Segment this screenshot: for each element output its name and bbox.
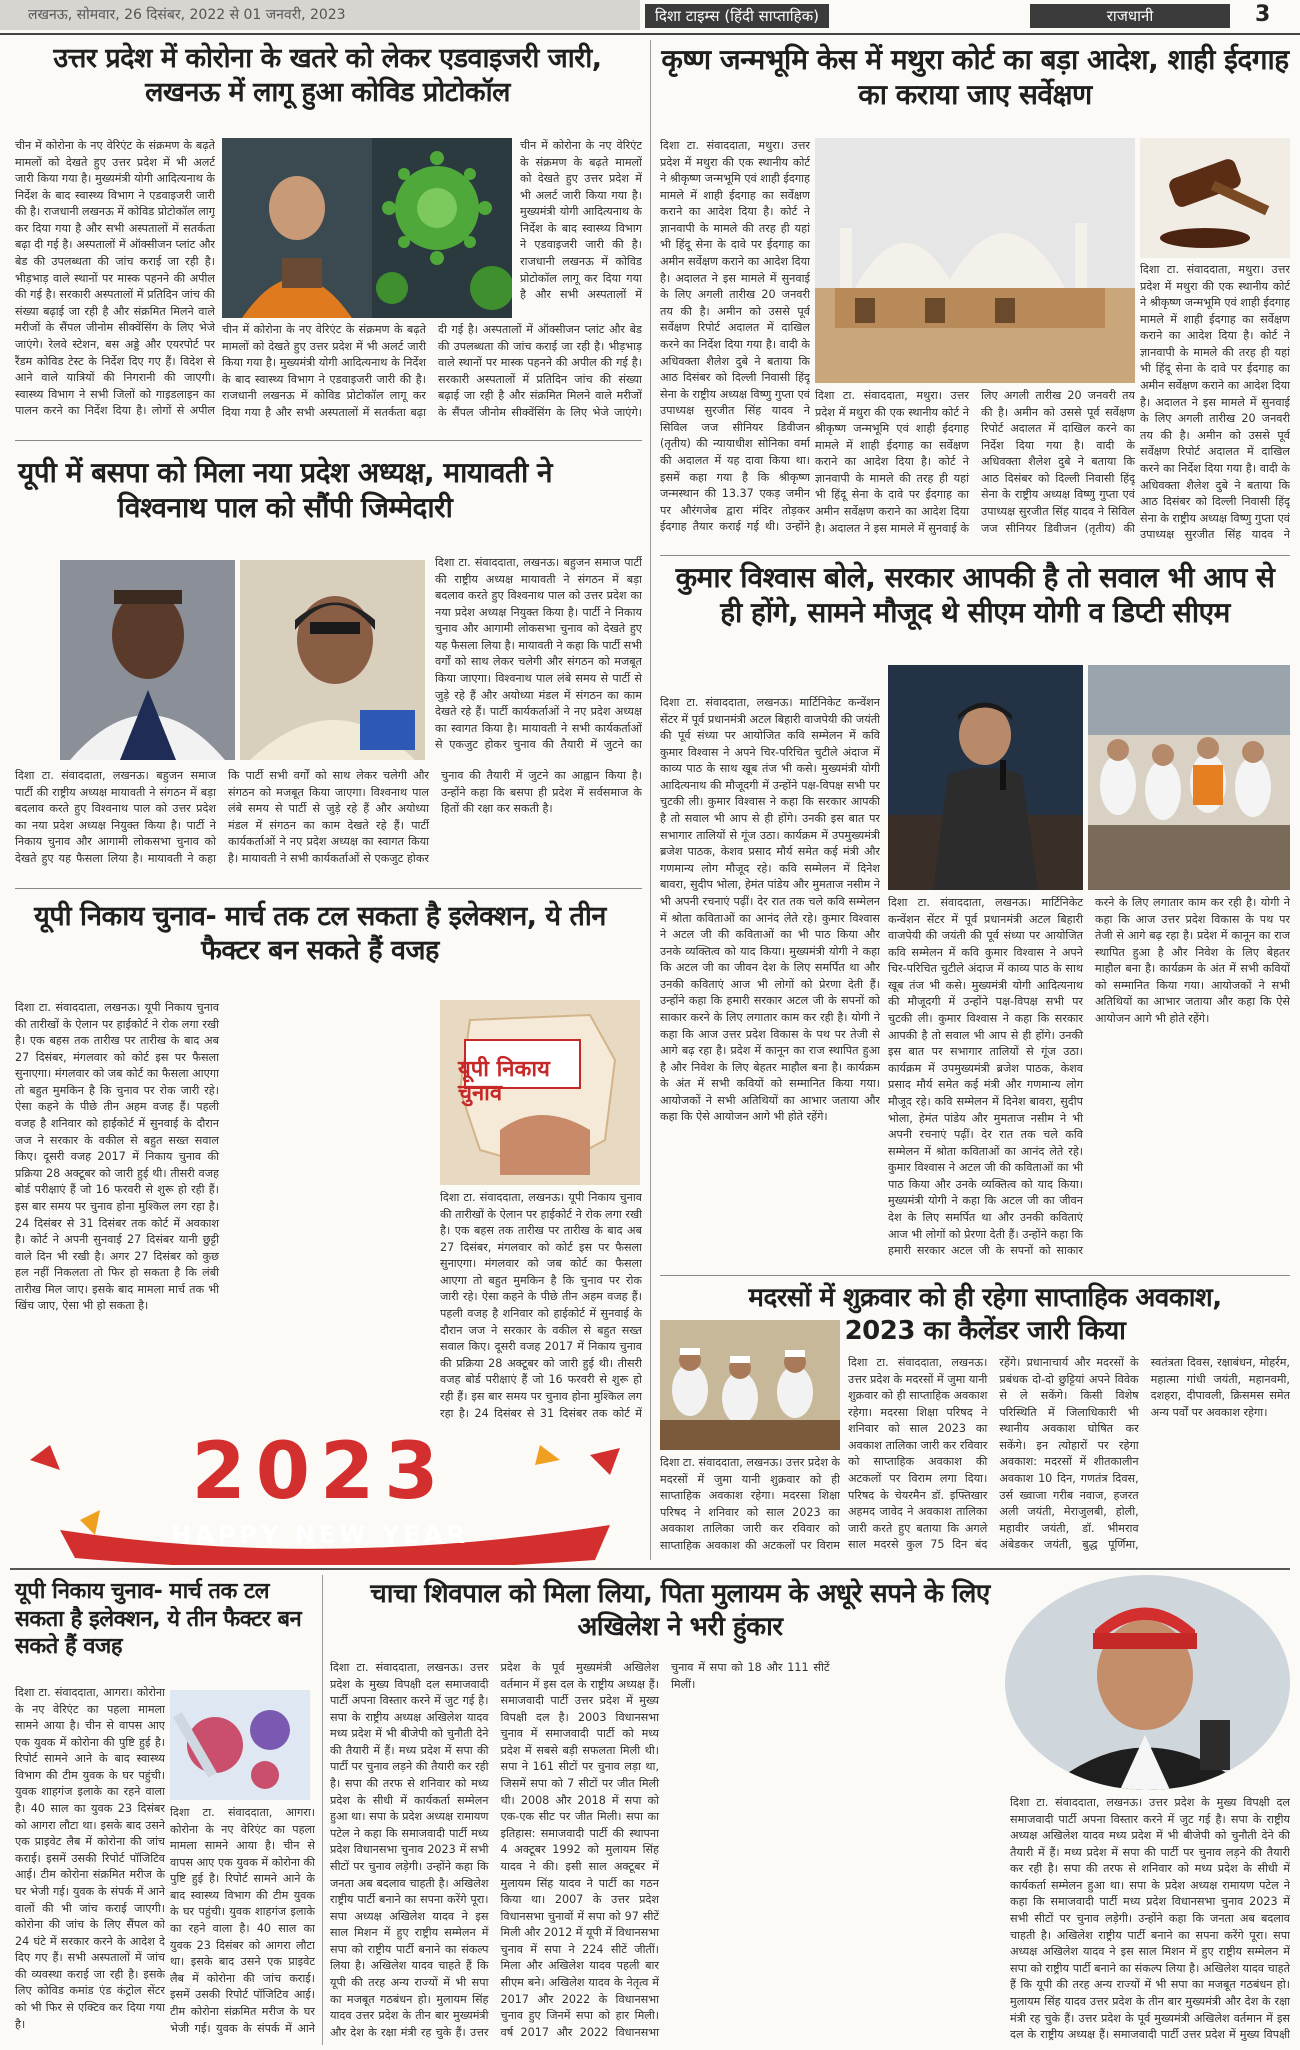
- column-divider: [322, 1575, 323, 2045]
- covid-test-photo: [170, 1690, 310, 1800]
- bsp-body-bottom: दिशा टा. संवाददाता, लखनऊ। बहुजन समाज पार्टी की राष्ट्रीय अध्यक्ष मायावती ने संगठन में बड़ा बदलाव करते हुए विश्वनाथ पाल को उत्तर प्रदेश का नया प्रदेश अध्यक्ष नियुक्त किया है। पार्टी ने निकाय चुनाव और आगामी लोकसभा चुनाव को देखते हुए यह फैसला लिया है। मायावती ने कहा कि पार्टी सभी वर्गों को साथ लेकर चलेगी और संगठन को मजबूत किया जाएगा। विश्वनाथ पाल लंबे समय से पार्टी से जुड़े रहे हैं और अयोध्या मंडल में संगठन का काम देखते रहे हैं। पार्टी कार्यकर्ताओं ने नए प्रदेश अध्यक्ष का स्वागत किया है। मायावती ने सभी कार्यकर्ताओं से एकजुट होकर चुनाव की तैयारी में जुटने का आह्वान किया है। उन्होंने कहा कि बसपा ही प्रदेश में सर्वसमाज के हितों की रक्षा कर सकती है।: [15, 769, 642, 865]
- kumar-body-left: दिशा टा. संवाददाता, लखनऊ। मार्टिनिकेट कन्वेंशन सेंटर में पूर्व प्रधानमंत्री अटल बिहारी वाजपेयी की जयंती की पूर्व संध्या पर आयोजित कवि सम्मेलन में कवि कुमार विश्वास ने अपने चिर-परिचित चुटीले अंदाज में काव्य पाठ के साथ खूब तंज भी कसे। मुख्यमंत्री योगी आदित्यनाथ की मौजूदगी में उन्होंने पक्ष-विपक्ष सभी पर चुटकी ली। कुमार विश्वास ने कहा कि सरकार आपकी है तो सवाल भी आप से ही होंगे। उनकी इस बात पर सभागार तालियों से गूंज उठा। कार्यक्रम में उपमुख्यमंत्री ब्रजेश पाठक, केशव प्रसाद मौर्य समेत कई मंत्री और गणमान्य लोग मौजूद रहे। कवि सम्मेलन में दिनेश बावरा, सुदीप भोला, हेमंत पांडेय और मुमताज नसीम ने भी अपनी रचनाएं पढ़ीं। देर रात तक चले कवि सम्मेलन में श्रोता कविताओं का आनंद लेते रहे। कुमार विश्वास ने अटल जी की कविताओं का भी पाठ किया और उनके व्यक्तित्व को याद किया। मुख्यमंत्री योगी ने कहा कि अटल जी का जीवन देश के लिए समर्पित था और उनकी कविताएं आज भी लोगों को प्रेरणा देती हैं। उन्होंने कहा कि हमारी सरकार अटल जी के सपनों को साकार करने के लिए लगातार काम कर रही है। योगी ने कहा कि आज उत्तर प्रदेश विकास के पथ पर तेजी से आगे बढ़ रहा है। प्रदेश में कानून का राज स्थापित हुआ है और निवेश के लिए बेहतर माहौल बना है। कार्यक्रम के अंत में सभी कवियों को सम्मानित किया गया। आयोजकों ने सभी अतिथियों का आभार जताया और कहा कि ऐसे आयोजन आगे भी होते रहेंगे।: [660, 696, 880, 1124]
- paper-type: (हिंदी साप्ताहिक): [724, 7, 819, 25]
- covid-photo: [222, 138, 512, 318]
- nikay2-body-left: दिशा टा. संवाददाता, आगरा। कोरोना के नए वेरिएंट का पहला मामला सामने आया है। चीन से वापस आए एक युवक में कोरोना की पुष्टि हुई है। रिपोर्ट सामने आने के बाद स्वास्थ्य विभाग की टीम युवक के घर पहुंची। युवक शाहगंज इलाके का रहने वाला है। 40 साल का युवक 23 दिसंबर को आगरा लौटा था। इसके बाद उसने एक प्राइवेट लैब में कोरोना की जांच कराई। इसमें उसकी रिपोर्ट पॉजिटिव आई। टीम कोरोना संक्रमित मरीज के घर भेजी गई। युवक के संपर्क में आने वालों की भी जांच कराई जाएगी। कोरोना की जांच के लिए सैंपल को 24 घंटे में सरकार करने के आदेश दे दिए गए हैं। सभी अस्पतालों में जांच की व्यवस्था कराई जा रही है। इसके लिए कोविड कमांड एंड कंट्रोल सेंटर को भी फिर से एक्टिव कर दिया गया है।: [15, 1686, 165, 2031]
- divider: [660, 1275, 1290, 1276]
- nikay-headline: यूपी निकाय चुनाव- मार्च तक टल सकता है इलेक्शन, ये तीन फैक्टर बन सकते हैं वजह: [34, 901, 606, 966]
- bsp-body-right: दिशा टा. संवाददाता, लखनऊ। बहुजन समाज पार्टी की राष्ट्रीय अध्यक्ष मायावती ने संगठन में बड़ा बदलाव करते हुए विश्वनाथ पाल को उत्तर प्रदेश का नया प्रदेश अध्यक्ष नियुक्त किया है। पार्टी ने निकाय चुनाव और आगामी लोकसभा चुनाव को देखते हुए यह फैसला लिया है। मायावती ने कहा कि पार्टी सभी वर्गों को साथ लेकर चलेगी और संगठन को मजबूत किया जाएगा। विश्वनाथ पाल लंबे समय से पार्टी से जुड़े रहे हैं और अयोध्या मंडल में संगठन का काम देखते रहे हैं। पार्टी कार्यकर्ताओं ने नए प्रदेश अध्यक्ष का स्वागत किया है। मायावती ने सभी कार्यकर्ताओं से एकजुट होकर चुनाव की तैयारी में जुटने का: [435, 556, 642, 752]
- divider: [15, 888, 642, 889]
- akhilesh-photo: [1005, 1575, 1290, 1790]
- madrasa-headline: मदरसों में शुक्रवार को ही रहेगा साप्ताहिक अवकाश, 2023 का कैलेंडर जारी किया: [748, 1283, 1222, 1346]
- mathura-body-middle: दिशा टा. संवाददाता, मथुरा। उत्तर प्रदेश में मथुरा की एक स्थानीय कोर्ट ने श्रीकृष्ण जन्मभूमि एवं शाही ईदगाह मामले में शाही ईदगाह का सर्वेक्षण कराने का आदेश दिया है। कोर्ट ने ज्ञानवापी के मामले की तरह ही यहां भी हिंदू सेना के दावे पर ईदगाह का अमीन सर्वेक्षण कराने का आदेश दिया है। अदालत ने इस मामले में सुनवाई के लिए अगली तारीख 20 जनवरी तय की है। अमीन को उससे पूर्व सर्वेक्षण रिपोर्ट अदालत में दाखिल करने का निर्देश दिया गया है। वादी के अधिवक्ता शैलेश दुबे ने बताया कि आठ दिसंबर को दिल्ली निवासी हिंदू सेना के राष्ट्रीय अध्यक्ष विष्णु गुप्ता एवं उपाध्यक्ष सुरजीत सिंह यादव ने सिविल जज सीनियर डिवीजन (तृतीय) की: [815, 389, 1135, 535]
- bsp-headline: यूपी में बसपा को मिला नया प्रदेश अध्यक्ष, मायावती ने विश्वनाथ पाल को सौंपी जिम्मेदारी: [18, 456, 552, 524]
- kumar-body-right: दिशा टा. संवाददाता, लखनऊ। मार्टिनिकेट कन्वेंशन सेंटर में पूर्व प्रधानमंत्री अटल बिहारी वाजपेयी की जयंती की पूर्व संध्या पर आयोजित कवि सम्मेलन में कवि कुमार विश्वास ने अपने चिर-परिचित चुटीले अंदाज में काव्य पाठ के साथ खूब तंज भी कसे। मुख्यमंत्री योगी आदित्यनाथ की मौजूदगी में उन्होंने पक्ष-विपक्ष सभी पर चुटकी ली। कुमार विश्वास ने कहा कि सरकार आपकी है तो सवाल भी आप से ही होंगे। उनकी इस बात पर सभागार तालियों से गूंज उठा। कार्यक्रम में उपमुख्यमंत्री ब्रजेश पाठक, केशव प्रसाद मौर्य समेत कई मंत्री और गणमान्य लोग मौजूद रहे। कवि सम्मेलन में दिनेश बावरा, सुदीप भोला, हेमंत पांडेय और मुमताज नसीम ने भी अपनी रचनाएं पढ़ीं। देर रात तक चले कवि सम्मेलन में श्रोता कविताओं का आनंद लेते रहे। कुमार विश्वास ने अटल जी की कविताओं का भी पाठ किया और उनके व्यक्तित्व को याद किया। मुख्यमंत्री योगी ने कहा कि अटल जी का जीवन देश के लिए समर्पित था और उनकी कविताएं आज भी लोगों को प्रेरणा देती हैं। उन्होंने कहा कि हमारी सरकार अटल जी के सपनों को साकार करने के लिए लगातार काम कर रही है। योगी ने कहा कि आज उत्तर प्रदेश विकास के पथ पर तेजी से आगे बढ़ रहा है। प्रदेश में कानून का राज स्थापित हुआ है और निवेश के लिए बेहतर माहौल बना है। कार्यक्रम के अंत में सभी कवियों को सम्मानित किया गया। आयोजकों ने सभी अतिथियों का आभार जताया और कहा कि ऐसे आयोजन आगे भी होते रहेंगे।: [888, 896, 1290, 1258]
- nikay-body-right: दिशा टा. संवाददाता, लखनऊ। यूपी निकाय चुनाव की तारीखों के ऐलान पर हाईकोर्ट ने रोक लगा रखी है। एक बहस तक तारीख पर तारीख के बाद अब 27 दिसंबर, मंगलवार को कोर्ट इस पर फैसला सुनाएगा। मंगलवार को जब कोर्ट का फैसला आएगा तो बहुत मुमकिन है कि चुनाव पर रोक जारी रहे। ऐसा कहने के पीछे तीन अहम वजह हैं। पहली वजह है शनिवार को हाईकोर्ट में सुनवाई के दौरान जज ने सरकार के वकील से बहुत सख्त सवाल किए। दूसरी वजह 2017 में निकाय चुनाव की प्रक्रिया 28 अक्टूबर को जारी हुई थी। तीसरी वजह बोर्ड परीक्षाएं हैं जो 16 फरवरी से शुरू हो रही हैं। इस बार समय पर चुनाव होना मुश्किल लग रहा है। 24 दिसंबर से 31 दिसंबर तक कोर्ट में: [440, 1191, 642, 1420]
- kumar-vishwas-photo: [888, 665, 1083, 890]
- mathura-photo: [815, 138, 1135, 383]
- madrasa-body-left: दिशा टा. संवाददाता, लखनऊ। उत्तर प्रदेश के मदरसों में जुमा यानी शुक्रवार को ही साप्ताहिक अवकाश रहेगा। मदरसा शिक्षा परिषद ने शनिवार को साल 2023 का अवकाश तालिका जारी कर रविवार को साप्ताहिक अवकाश की अटकलों पर विराम: [660, 1456, 840, 1552]
- column-divider: [650, 40, 651, 1560]
- covid-body-bottom: चीन में कोरोना के नए वेरिएंट के संक्रमण के बढ़ते मामलों को देखते हुए उत्तर प्रदेश में भी अलर्ट जारी किया गया है। मुख्यमंत्री योगी आदित्यनाथ के निर्देश के बाद स्वास्थ्य विभाग ने एडवाइजरी जारी की है। राजधानी लखनऊ में कोविड प्रोटोकॉल लागू कर दिया गया है और सभी अस्पतालों में सतर्कता बढ़ा दी गई है। अस्पतालों में ऑक्सीजन प्लांट और बेड की उपलब्धता की जांच कराई जा रही है। भीड़भाड़ वाले स्थानों पर मास्क पहनने की अपील की गई है। सरकारी अस्पतालों में प्रतिदिन जांच की संख्या बढ़ाई जा रही है और संक्रमित मिलने वाले मरीजों के सैंपल जीनोम सीक्वेंसिंग के लिए भेजे जाएंगे।: [222, 323, 642, 419]
- section-title: राजधानी: [1030, 4, 1230, 28]
- mayawati-photo: [240, 560, 425, 760]
- akhilesh-body-right: दिशा टा. संवाददाता, लखनऊ। उत्तर प्रदेश के मुख्य विपक्षी दल समाजवादी पार्टी अपना विस्तार करने में जुट गई है। सपा के राष्ट्रीय अध्यक्ष अखिलेश यादव मध्य प्रदेश में भी बीजेपी को चुनौती देने की तैयारी में हैं। मध्य प्रदेश में सपा की पार्टी पर चुनाव लड़ने की तैयारी कर रही है। सपा की तरफ से शनिवार को मध्य प्रदेश के सीधी में कार्यकर्ता सम्मेलन हुआ था। सपा के प्रदेश अध्यक्ष रामायण पटेल ने कहा कि समाजवादी पार्टी मध्य प्रदेश विधानसभा चुनाव 2023 में सभी सीटों पर चुनाव लड़ेगी। उन्होंने कहा कि जनता अब बदलाव चाहती है। अखिलेश राष्ट्रीय पार्टी बनाने का सपना करेंगे पूरा। सपा अध्यक्ष अखिलेश यादव ने इस साल मिशन में हुए राष्ट्रीय सम्मेलन में सपा को राष्ट्रीय पार्टी बनाने का संकल्प लिया है। अखिलेश यादव चाहते हैं कि यूपी की तरह अन्य राज्यों में भी सपा का मजबूत गठबंधन हो। मुलायम सिंह यादव उत्तर प्रदेश के तीन बार मुख्यमंत्री और देश के रक्षा मंत्री रह चुके हैं। उत्तर प्रदेश के पूर्व मुख्यमंत्री अखिलेश वर्तमान में इस दल के राष्ट्रीय अध्यक्ष हैं। समाजवादी पार्टी उत्तर प्रदेश में मुख्य विपक्षी: [1010, 1796, 1290, 2042]
- paper-name: दिशा टाइम्स: [655, 7, 720, 25]
- bottom-divider: [10, 1568, 1290, 1570]
- page-number: 3: [1255, 2, 1271, 27]
- covid-body-right: चीन में कोरोना के नए वेरिएंट के संक्रमण के बढ़ते मामलों को देखते हुए उत्तर प्रदेश में भी अलर्ट जारी किया गया है। मुख्यमंत्री योगी आदित्यनाथ के निर्देश के बाद स्वास्थ्य विभाग ने एडवाइजरी जारी की है। राजधानी लखनऊ में कोविड प्रोटोकॉल लागू कर दिया गया है और सभी अस्पतालों में: [520, 139, 642, 302]
- bsp-president-photo: [60, 560, 235, 760]
- nikay2-headline: यूपी निकाय चुनाव- मार्च तक टल सकता है इलेक्शन, ये तीन फैक्टर बन सकते हैं वजह: [15, 1579, 302, 1659]
- madrasa-body: दिशा टा. संवाददाता, लखनऊ। उत्तर प्रदेश के मदरसों में जुमा यानी शुक्रवार को ही साप्ताहिक अवकाश रहेगा। मदरसा शिक्षा परिषद ने शनिवार को साल 2023 का अवकाश तालिका जारी कर रविवार को साप्ताहिक अवकाश की अटकलों पर विराम लगा दिया। परिषद के चेयरमैन डॉ. इफ्तिखार अहमद जावेद ने अवकाश तालिका जारी करते हुए बताया कि अगले साल मदरसे कुल 75 दिन बंद रहेंगे। प्रधानाचार्य और मदरसों के प्रबंधक दो-दो छुट्टियां अपने विवेक से ले सकेंगे। किसी विशेष परिस्थिति में जिलाधिकारी भी स्थानीय अवकाश घोषित कर सकेंगे। इन त्योहारों पर रहेगा अवकाश: मदरसों में शीतकालीन अवकाश 10 दिन, गणतंत्र दिवस, उर्स ख्वाजा गरीब नवाज, हजरत अली जयंती, मेराजुलबी, होली, महावीर जयंती, डॉ. भीमराव अंबेडकर जयंती, बुद्ध पूर्णिमा, स्वतंत्रता दिवस, रक्षाबंधन, मोहर्रम, महात्मा गांधी जयंती, महानवमी, दशहरा, दीपावली, क्रिसमस समेत अन्य पर्वों पर अवकाश रहेगा।: [848, 1356, 1290, 1552]
- audience-photo: [1088, 665, 1290, 890]
- madrasa-photo: [660, 1320, 840, 1450]
- divider: [15, 440, 642, 441]
- top-divider: [0, 33, 1300, 35]
- nikay2-body-right: दिशा टा. संवाददाता, आगरा। कोरोना के नए वेरिएंट का पहला मामला सामने आया है। चीन से वापस आए एक युवक में कोरोना की पुष्टि हुई है। रिपोर्ट सामने आने के बाद स्वास्थ्य विभाग की टीम युवक के घर पहुंची। युवक शाहगंज इलाके का रहने वाला है। 40 साल का युवक 23 दिसंबर को आगरा लौटा था। इसके बाद उसने एक प्राइवेट लैब में कोरोना की जांच कराई। इसमें उसकी रिपोर्ट पॉजिटिव आई। टीम कोरोना संक्रमित मरीज के घर भेजी गई। युवक के संपर्क में आने: [170, 1806, 315, 2035]
- divider: [660, 555, 1290, 556]
- gavel-photo: [1140, 138, 1290, 258]
- covid-headline: उत्तर प्रदेश में कोरोना के खतरे को लेकर एडवाइजरी जारी, लखनऊ में लागू हुआ कोविड प्रोटोकॉल: [53, 43, 602, 108]
- masthead-date: लखनऊ, सोमवार, 26 दिसंबर, 2022 से 01 जनवरी, 2023: [0, 0, 640, 30]
- ad-text: HAPPY NEW YEAR: [171, 1521, 469, 1549]
- paper-name-badge: [645, 4, 829, 28]
- nikay-photo-label: यूपी निकाय चुनाव: [458, 1057, 550, 1107]
- covid-body-left: चीन में कोरोना के नए वेरिएंट के संक्रमण के बढ़ते मामलों को देखते हुए उत्तर प्रदेश में भी अलर्ट जारी किया गया है। मुख्यमंत्री योगी आदित्यनाथ के निर्देश के बाद स्वास्थ्य विभाग ने एडवाइजरी जारी की है। राजधानी लखनऊ में कोविड प्रोटोकॉल लागू कर दिया गया है और सभी अस्पतालों में सतर्कता बढ़ा दी गई है। अस्पतालों में ऑक्सीजन प्लांट और बेड की उपलब्धता की जांच कराई जा रही है। भीड़भाड़ वाले स्थानों पर मास्क पहनने की अपील की गई है। सरकारी अस्पतालों में प्रतिदिन जांच की संख्या बढ़ाई जा रही है और संक्रमित मिलने वाले मरीजों के सैंपल जीनोम सीक्वेंसिंग के लिए भेजे जाएंगे। रेलवे स्टेशन, बस अड्डे और एयरपोर्ट पर रैंडम कोविड टेस्ट के निर्देश दिए गए हैं। विदेश से आने वाले यात्रियों की निगरानी की जाएगी। स्वास्थ्य विभाग ने सभी जिलों को गाइडलाइन का पालन करने का निर्देश दिया है। लोगों से अपील: [15, 139, 215, 418]
- akhilesh-headline: चाचा शिवपाल को मिला लिया, पिता मुलायम के अधूरे सपने के लिए अखिलेश ने भरी हुंकार: [370, 1579, 990, 1642]
- nikay-body: दिशा टा. संवाददाता, लखनऊ। यूपी निकाय चुनाव की तारीखों के ऐलान पर हाईकोर्ट ने रोक लगा रखी है। एक बहस तक तारीख पर तारीख के बाद अब 27 दिसंबर, मंगलवार को कोर्ट इस पर फैसला सुनाएगा। मंगलवार को जब कोर्ट का फैसला आएगा तो बहुत मुमकिन है कि चुनाव पर रोक जारी रहे। ऐसा कहने के पीछे तीन अहम वजह हैं। पहली वजह है शनिवार को हाईकोर्ट में सुनवाई के दौरान जज ने सरकार के वकील से बहुत सख्त सवाल किए। दूसरी वजह 2017 में निकाय चुनाव की प्रक्रिया 28 अक्टूबर को जारी हुई थी। तीसरी वजह बोर्ड परीक्षाएं हैं जो 16 फरवरी से शुरू हो रही हैं। इस बार समय पर चुनाव होना मुश्किल लग रहा है। 24 दिसंबर से 31 दिसंबर तक कोर्ट में अवकाश है। कोर्ट ने अपनी सुनवाई 27 दिसंबर यानी छुट्टी वाले दिन भी रखी है। अगर 27 दिसंबर को कुछ हल नहीं निकलता तो फिर हो सकता है कि लंबी तारीख मिल जाए। इसके बाद मामला मार्च तक भी खिंच जाए, ऐसा भी हो सकता है।: [15, 1001, 219, 1313]
- akhilesh-body: दिशा टा. संवाददाता, लखनऊ। उत्तर प्रदेश के मुख्य विपक्षी दल समाजवादी पार्टी अपना विस्तार करने में जुट गई है। सपा के राष्ट्रीय अध्यक्ष अखिलेश यादव मध्य प्रदेश में भी बीजेपी को चुनौती देने की तैयारी में हैं। मध्य प्रदेश में सपा की पार्टी पर चुनाव लड़ने की तैयारी कर रही है। सपा की तरफ से शनिवार को मध्य प्रदेश के सीधी में कार्यकर्ता सम्मेलन हुआ था। सपा के प्रदेश अध्यक्ष रामायण पटेल ने कहा कि समाजवादी पार्टी मध्य प्रदेश विधानसभा चुनाव 2023 में सभी सीटों पर चुनाव लड़ेगी। उन्होंने कहा कि जनता अब बदलाव चाहती है। अखिलेश राष्ट्रीय पार्टी बनाने का सपना करेंगे पूरा। सपा अध्यक्ष अखिलेश यादव ने इस साल मिशन में हुए राष्ट्रीय सम्मेलन में सपा को राष्ट्रीय पार्टी बनाने का संकल्प लिया है। अखिलेश यादव चाहते हैं कि यूपी की तरह अन्य राज्यों में भी सपा का मजबूत गठबंधन हो। मुलायम सिंह यादव उत्तर प्रदेश के तीन बार मुख्यमंत्री और देश के रक्षा मंत्री रह चुके हैं। उत्तर प्रदेश के पूर्व मुख्यमंत्री अखिलेश वर्तमान में इस दल के राष्ट्रीय अध्यक्ष हैं। समाजवादी पार्टी उत्तर प्रदेश में मुख्य विपक्षी दल है। 2003 विधानसभा चुनाव में समाजवादी पार्टी को मध्य प्रदेश में सबसे बड़ी सफलता मिली थी। सपा ने 161 सीटों पर चुनाव लड़ा था, जिसमें सपा को 7 सीटों पर जीत मिली थी। 2008 और 2018 में सपा को एक-एक सीट पर जीत मिली। सपा का इतिहास: समाजवादी पार्टी की स्थापना 4 अक्टूबर 1992 को मुलायम सिंह यादव ने की। इसी साल अक्टूबर में मुलायम सिंह यादव ने पार्टी का गठन किया था। 2007 के उत्तर प्रदेश विधानसभा चुनावों में सपा को 97 सीटें मिली और 2012 में यूपी में विधानसभा चुनाव में सपा ने 224 सीटें जीतीं। मिला और अखिलेश यादव पहली बार सीएम बने। अखिलेश यादव के नेतृत्व में 2017 और 2022 के विधानसभा चुनाव हुए जिनमें सपा को हार मिली। वर्ष 2017 और 2022 विधानसभा चुनाव में सपा को 18 और 111 सीटें मिलीं।: [330, 1661, 830, 2039]
- mathura-headline: कृष्ण जन्मभूमि केस में मथुरा कोर्ट का बड़ा आदेश, शाही ईदगाह का कराया जाए सर्वेक्षण: [661, 43, 1289, 111]
- mathura-body-right: दिशा टा. संवाददाता, मथुरा। उत्तर प्रदेश में मथुरा की एक स्थानीय कोर्ट ने श्रीकृष्ण जन्मभूमि एवं शाही ईदगाह मामले में शाही ईदगाह का सर्वेक्षण कराने का आदेश दिया है। कोर्ट ने ज्ञानवापी के मामले की तरह ही यहां भी हिंदू सेना के दावे पर ईदगाह का अमीन सर्वेक्षण कराने का आदेश दिया है। अदालत ने इस मामले में सुनवाई के लिए अगली तारीख 20 जनवरी तय की है। अमीन को उससे पूर्व सर्वेक्षण रिपोर्ट अदालत में दाखिल करने का निर्देश दिया गया है। वादी के अधिवक्ता शैलेश दुबे ने बताया कि आठ दिसंबर को दिल्ली निवासी हिंदू सेना के राष्ट्रीय अध्यक्ष विष्णु गुप्ता एवं उपाध्यक्ष सुरजीत सिंह यादव ने: [1140, 263, 1290, 542]
- mathura-body-left: दिशा टा. संवाददाता, मथुरा। उत्तर प्रदेश में मथुरा की एक स्थानीय कोर्ट ने श्रीकृष्ण जन्मभूमि एवं शाही ईदगाह मामले में शाही ईदगाह का सर्वेक्षण कराने का आदेश दिया है। कोर्ट ने ज्ञानवापी के मामले की तरह ही यहां भी हिंदू सेना के दावे पर ईदगाह का अमीन सर्वेक्षण कराने का आदेश दिया है। अदालत ने इस मामले में सुनवाई के लिए अगली तारीख 20 जनवरी तय की है। अमीन को उससे पूर्व सर्वेक्षण रिपोर्ट अदालत में दाखिल करने का निर्देश दिया गया है। वादी के अधिवक्ता शैलेश दुबे ने बताया कि आठ दिसंबर को दिल्ली निवासी हिंदू सेना के राष्ट्रीय अध्यक्ष विष्णु गुप्ता एवं उपाध्यक्ष सुरजीत सिंह यादव ने सिविल जज सीनियर डिवीजन (तृतीय) की न्यायाधीश सोनिका वर्मा की अदालत में यह दावा किया था। इसमें कहा गया है कि श्रीकृष्ण जन्मस्थान की 13.37 एकड़ जमीन पर औरंगजेब द्वारा मंदिर तोड़कर ईदगाह तैयार कराई गई थी। उन्होंने: [660, 139, 810, 534]
- ad-year: 2023: [191, 1427, 449, 1517]
- kumar-headline: कुमार विश्वास बोले, सरकार आपकी है तो सवाल भी आप से ही होंगे, सामने मौजूद थे सीएम योगी व डिप्टी सीएम: [675, 561, 1275, 629]
